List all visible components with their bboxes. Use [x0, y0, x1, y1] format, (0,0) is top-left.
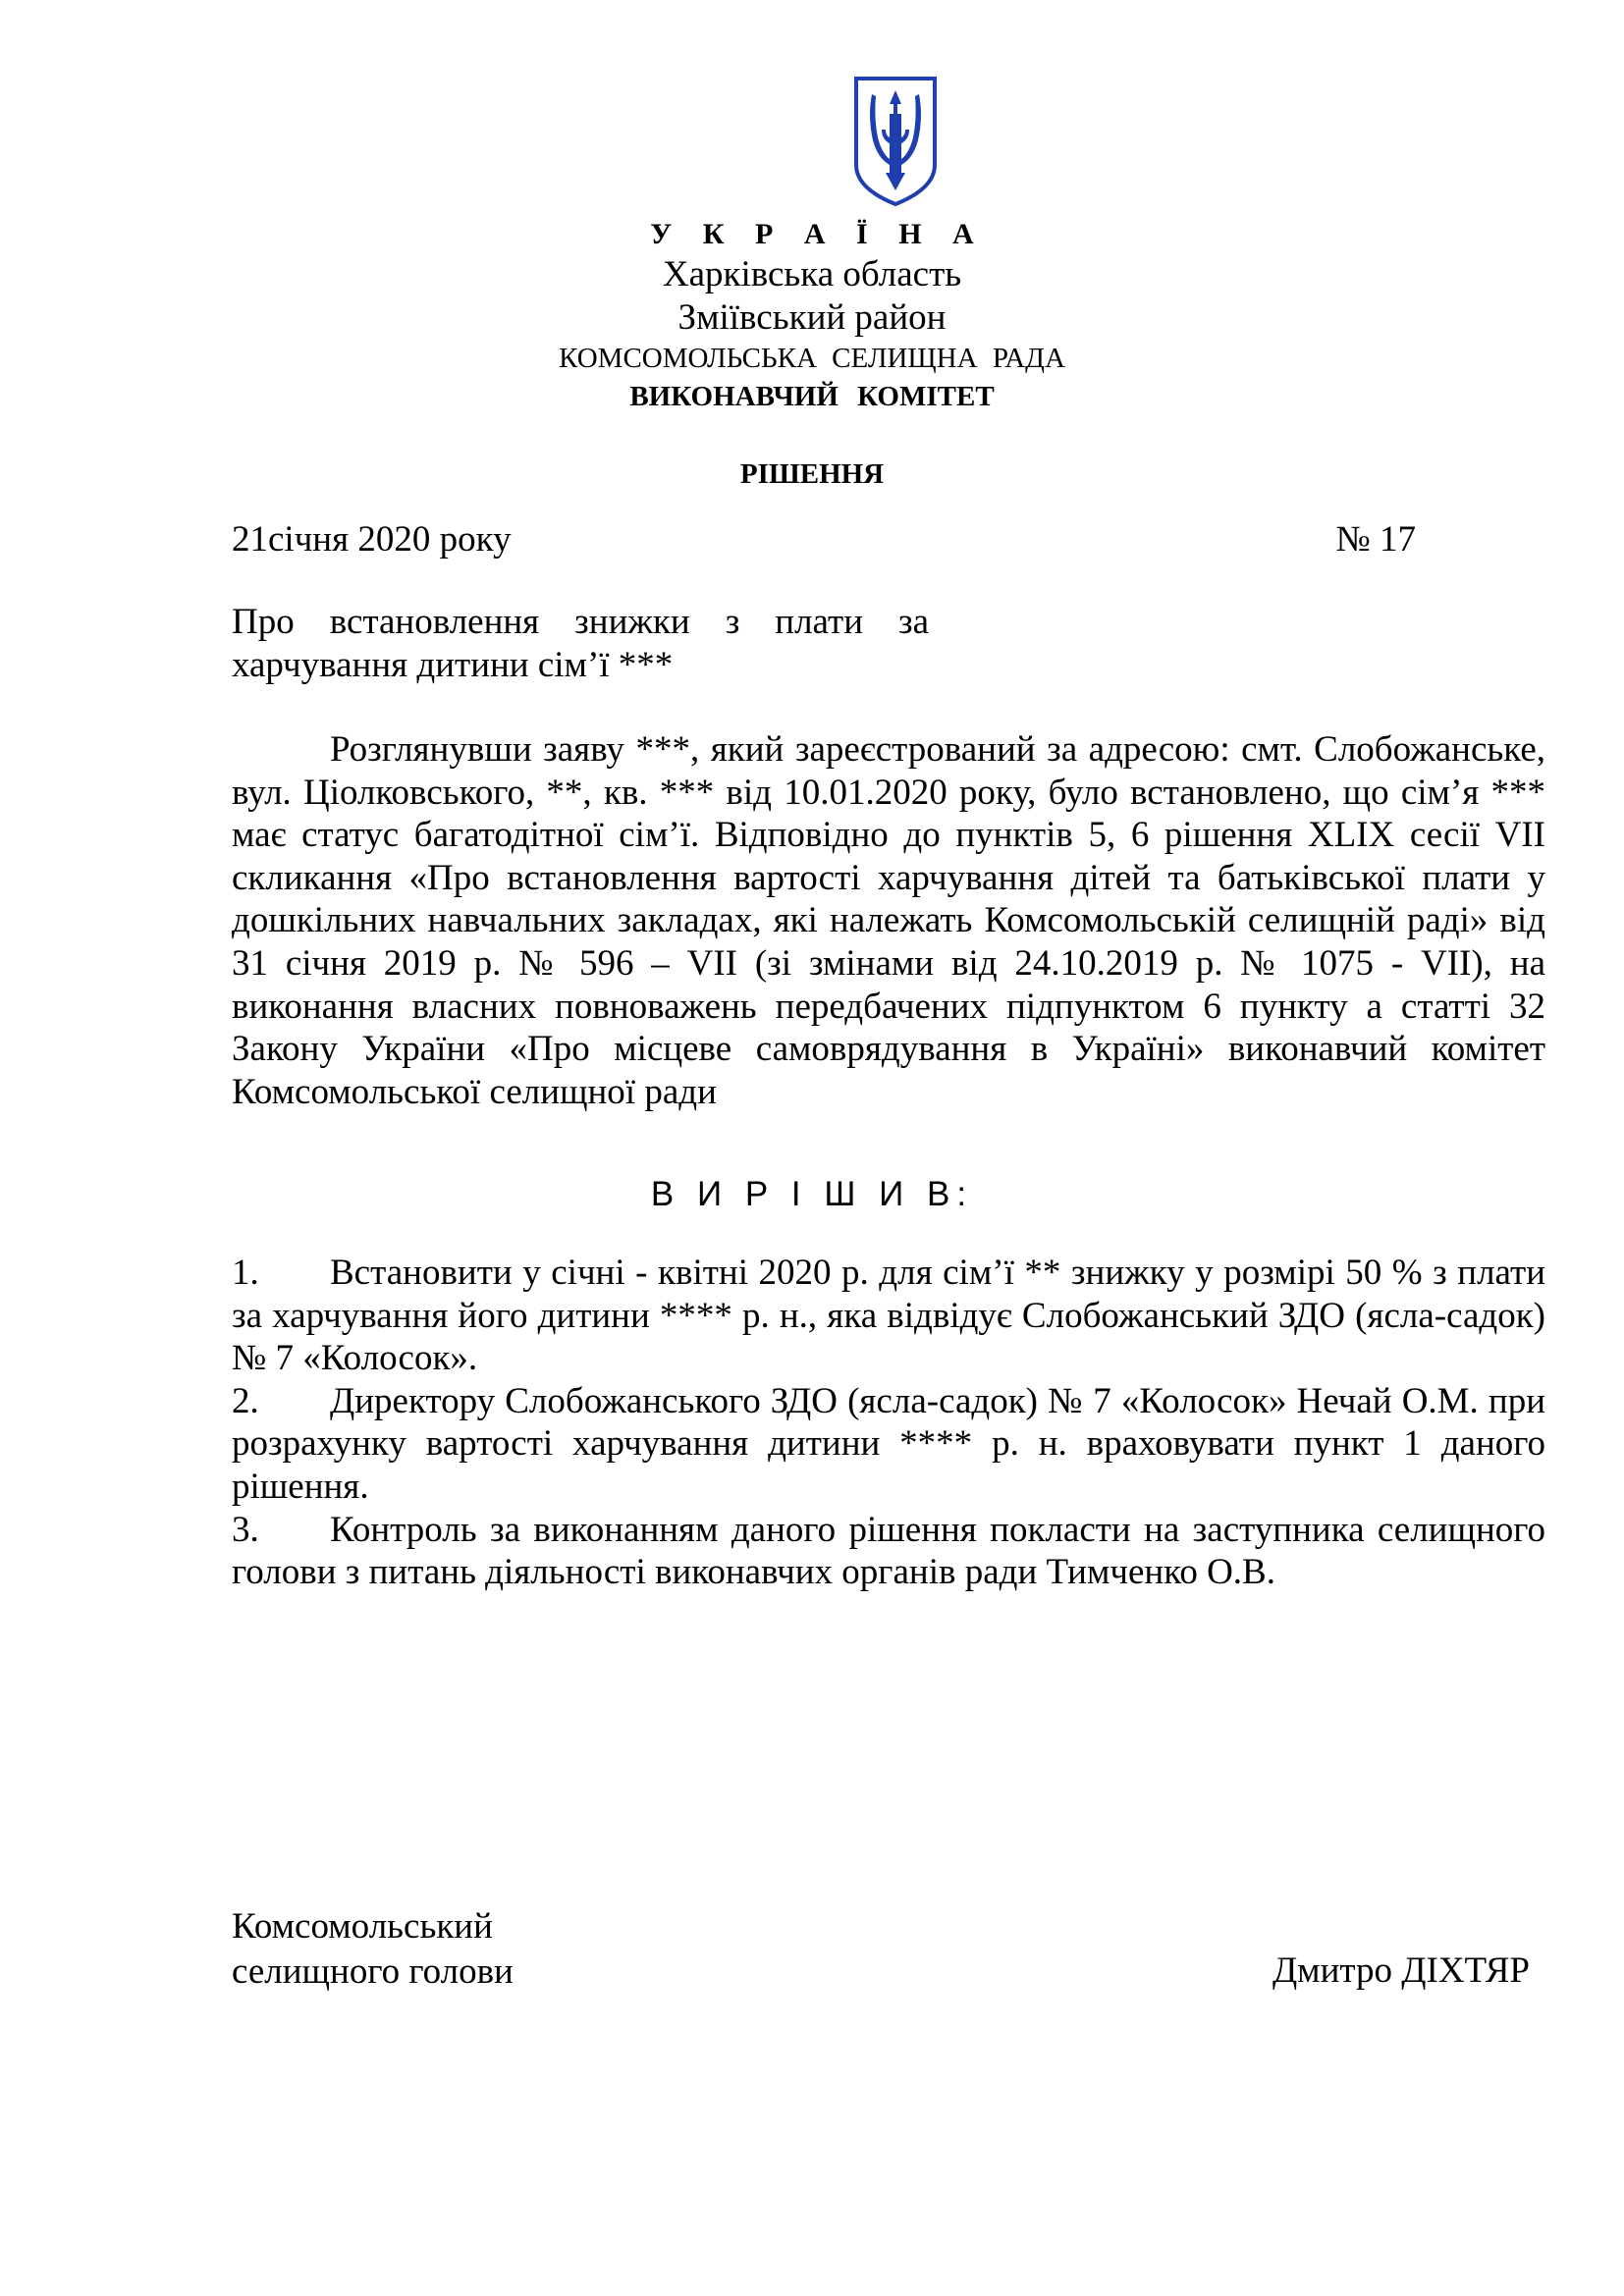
- subject-line-2: харчування дитини сім’ї ***: [232, 645, 674, 685]
- raion-name: Зміївський район: [677, 297, 947, 338]
- decision-item: [232, 1509, 1545, 1594]
- item-number: 3.: [232, 1509, 259, 1550]
- council-name: КОМСОМОЛЬСЬКА СЕЛИЩНА РАДА: [559, 343, 1065, 374]
- item-text: Директору Слобожанського ЗДО (ясла-садок) № 7 «Колосок» Нечай О.М. при розрахунку вартості харчування дитини **** р. н. враховувати пункт 1 даного рішення.: [232, 1380, 1545, 1507]
- item-text: Встановити у січні - квітні 2020 р. для сім’ї ** знижку у розмірі 50 % з плати за харчування його дитини **** р. н., яка відвідує Слобожанський ЗДО (ясла-садок) № 7 «Колосок».: [232, 1253, 1545, 1379]
- preamble-paragraph: Розглянувши заяву ***, який зареєстрований за адресою: смт. Слобожанське, вул. Ціолковського, **, кв. *** від 10.01.2020 року, було встановлено, що сім’я *** має статус багатодітної сім’ї. Відповідно до пунктів 5, 6 рішення XLIX сесії VII скликання «Про встановлення вартості харчування дітей та батьківської плати у дошкільних навчальних закладах, які належать Комсомольській селищній раді» від 31 січня 2019 р. № 596 – VII (зі змінами від 24.10.2019 р. № 1075 - VII), на виконання власних повноважень передбачених підпунктом 6 пункту а статті 32 Закону України «Про місцеве самоврядування в Україні» виконавчий комітет Комсомольської селищної ради: [232, 729, 1545, 1112]
- country-name: У К Р А Ї Н А: [650, 218, 986, 250]
- item-number: 1.: [232, 1253, 259, 1293]
- signatory-title-line-2: селищного голови: [232, 1951, 514, 1992]
- decision-number: № 17: [1335, 519, 1416, 560]
- signatory-title-line-1: Комсомольський: [232, 1906, 493, 1947]
- oblast-name: Харківська область: [662, 254, 962, 294]
- decision-items: [232, 1252, 1545, 1594]
- tryzub-coat-of-arms-icon: [850, 75, 941, 208]
- decision-date: 21січня 2020 року: [232, 519, 512, 560]
- resolved-heading: В И Р І Ш И В:: [650, 1175, 974, 1213]
- item-number: 2.: [232, 1380, 259, 1421]
- committee-name: ВИКОНАВЧИЙ КОМІТЕТ: [629, 381, 995, 412]
- item-text: Контроль за виконанням даного рішення покласти на заступника селищного голови з питань діяльності виконавчих органів ради Тимченко О.В.: [232, 1509, 1545, 1593]
- decision-item: [232, 1252, 1545, 1380]
- decision-item: [232, 1380, 1545, 1509]
- signatory-name: Дмитро ДІХТЯР: [1272, 1950, 1530, 1991]
- decision-title: РІШЕННЯ: [739, 458, 885, 490]
- signatory-title: [232, 1904, 514, 1995]
- date-number-line: [232, 518, 1416, 561]
- decision-subject: [232, 601, 929, 687]
- subject-line-1: Про встановлення знижки з плати за: [232, 602, 929, 642]
